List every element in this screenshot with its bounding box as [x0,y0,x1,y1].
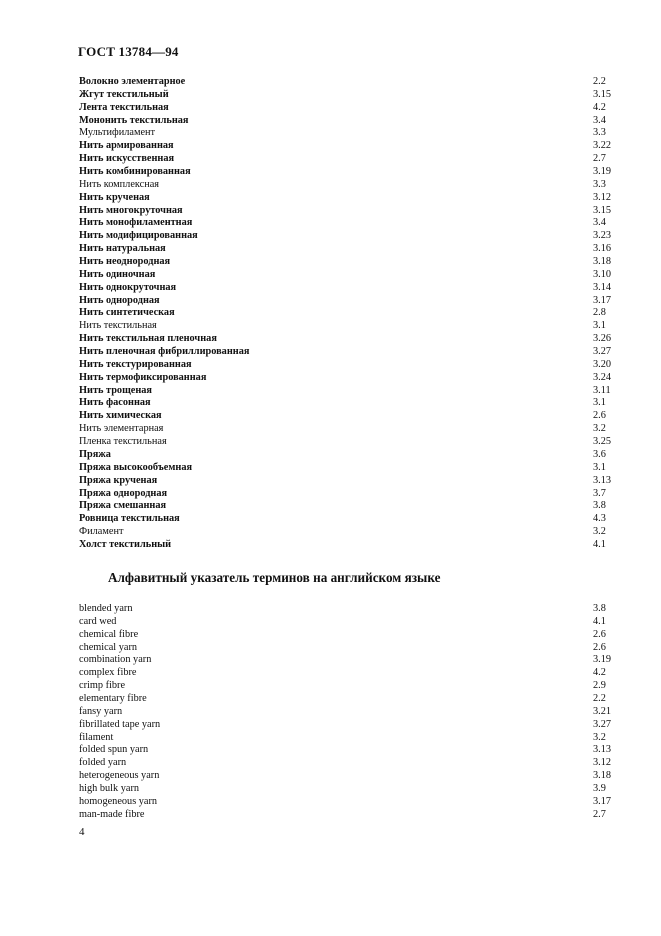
index-reference: 3.4 [593,217,606,229]
index-term: Ровница текстильная [79,513,180,525]
index-entry [79,500,614,513]
index-reference: 3.20 [593,358,612,370]
index-reference: 3.19 [593,166,612,178]
index-term: Волокно элементарное [79,76,186,87]
index-reference: 3.1 [593,461,606,473]
english-terms-index [79,603,614,822]
index-entry [79,462,614,475]
index-reference: 3.8 [593,603,606,614]
index-term: complex fibre [79,667,137,679]
index-term: Лента текстильная [79,101,169,113]
index-entry [79,153,614,166]
index-reference: 3.26 [593,333,612,345]
english-index-title: Алфавитный указатель терминов на английском языке [108,570,441,585]
index-reference: 4.3 [593,513,606,525]
index-term: Нить однородная [79,294,160,306]
index-reference: 3.12 [593,757,612,769]
index-reference: 3.17 [593,294,612,306]
index-reference: 3.9 [593,783,606,795]
index-reference: 3.4 [593,114,606,126]
index-reference: 4.1 [593,615,606,627]
index-entry [79,423,614,436]
page-number: 4 [79,826,85,838]
index-term: Нить модифицированная [79,230,198,242]
index-entry [79,616,614,629]
index-entry [79,243,614,256]
index-reference: 3.16 [593,243,612,255]
index-entry [79,475,614,488]
index-reference: 2.2 [593,693,606,705]
index-reference: 3.2 [593,423,606,435]
index-entry [79,513,614,526]
index-term: filament [79,731,114,743]
index-entry [79,205,614,218]
russian-terms-index [79,76,614,552]
index-term: Нить синтетическая [79,307,175,319]
index-term: Пряжа однородная [79,487,168,499]
index-term: Нить одиночная [79,268,156,280]
index-entry [79,282,614,295]
index-term: homogeneous yarn [79,795,158,807]
index-reference: 3.19 [593,654,612,666]
index-entry [79,706,614,719]
index-entry [79,719,614,732]
index-term: Нить крученая [79,191,150,203]
index-entry [79,256,614,269]
index-term: Пряжа высокообъемная [79,461,193,473]
index-term: card wed [79,615,117,627]
index-reference: 3.18 [593,256,612,268]
index-reference: 2.8 [593,307,606,319]
index-term: Нить монофиламентная [79,217,193,229]
index-reference: 3.23 [593,230,612,242]
index-entry [79,693,614,706]
index-entry [79,744,614,757]
index-entry [79,179,614,192]
index-reference: 3.21 [593,705,612,717]
index-term: chemical yarn [79,641,138,653]
index-reference: 3.25 [593,436,612,448]
index-entry [79,526,614,539]
index-entry [79,410,614,423]
index-reference: 3.17 [593,795,612,807]
index-entry [79,140,614,153]
index-term: Пряжа [79,448,111,460]
index-entry [79,654,614,667]
document-header: ГОСТ 13784—94 [78,44,179,59]
index-entry [79,295,614,308]
index-term: Нить искусственная [79,153,175,165]
index-term: Жгут текстильный [79,88,169,100]
index-term: high bulk yarn [79,783,140,795]
index-term: Мультифиламент [79,127,156,139]
index-term: fibrillated tape yarn [79,718,161,730]
index-term: Нить текстурированная [79,358,192,370]
index-reference: 2.6 [593,628,606,640]
index-reference: 4.2 [593,101,606,113]
index-entry [79,192,614,205]
index-term: Нить однокруточная [79,281,177,293]
index-entry [79,115,614,128]
index-term: man-made fibre [79,808,145,820]
index-entry [79,809,614,822]
index-term: Нить текстильная [79,320,157,332]
index-term: Нить неоднородная [79,256,171,268]
index-reference: 3.6 [593,448,606,460]
index-entry [79,436,614,449]
index-reference: 3.18 [593,770,612,782]
index-reference: 2.2 [593,76,606,87]
index-term: Нить термофиксированная [79,371,207,383]
index-reference: 2.9 [593,680,606,692]
index-reference: 3.27 [593,718,612,730]
index-entry [79,307,614,320]
index-entry [79,796,614,809]
index-term: combination yarn [79,654,152,666]
index-reference: 3.1 [593,320,606,332]
index-entry [79,346,614,359]
index-reference: 3.11 [593,384,611,396]
index-reference: 2.7 [593,153,606,165]
index-term: Пряжа смешанная [79,500,167,512]
index-entry [79,333,614,346]
index-reference: 3.2 [593,731,606,743]
index-reference: 3.1 [593,397,606,409]
index-entry [79,76,614,89]
index-reference: 3.14 [593,281,612,293]
index-entry [79,372,614,385]
index-term: Холст текстильный [79,538,172,550]
index-term: elementary fibre [79,693,147,705]
index-reference: 2.6 [593,410,606,422]
index-reference: 3.2 [593,526,606,538]
index-entry [79,397,614,410]
index-term: Нить фасонная [79,397,151,409]
index-entry [79,539,614,552]
index-term: Нить армированная [79,140,174,152]
index-reference: 3.12 [593,191,612,203]
index-entry [79,320,614,333]
index-entry [79,680,614,693]
index-reference: 3.7 [593,487,606,499]
index-term: folded yarn [79,757,127,769]
index-term: Нить комплексная [79,178,160,190]
index-entry [79,629,614,642]
index-reference: 2.7 [593,808,606,820]
index-reference: 3.15 [593,204,612,216]
index-entry [79,642,614,655]
index-term: Нить элементарная [79,423,164,435]
index-reference: 3.24 [593,371,612,383]
index-term: chemical fibre [79,628,139,640]
index-term: folded spun yarn [79,744,149,756]
index-reference: 3.13 [593,474,612,486]
index-entry [79,385,614,398]
index-entry [79,757,614,770]
index-entry [79,127,614,140]
index-term: Нить трощеная [79,384,152,396]
index-reference: 4.2 [593,667,606,679]
index-entry [79,732,614,745]
index-term: Нить многокруточная [79,204,183,216]
index-term: heterogeneous yarn [79,770,160,782]
index-entry [79,166,614,179]
index-reference: 3.13 [593,744,612,756]
index-entry [79,488,614,501]
index-entry [79,783,614,796]
index-term: Мононить текстильная [79,114,189,126]
index-entry [79,667,614,680]
index-entry [79,217,614,230]
index-term: Пряжа крученая [79,474,158,486]
index-term: Нить химическая [79,410,162,422]
index-reference: 3.22 [593,140,612,152]
index-reference: 3.10 [593,268,612,280]
index-reference: 3.15 [593,88,612,100]
index-reference: 3.8 [593,500,606,512]
index-term: Нить комбинированная [79,166,191,178]
index-reference: 3.3 [593,127,606,139]
index-entry [79,770,614,783]
index-entry [79,449,614,462]
index-entry [79,359,614,372]
index-term: Нить текстильная пленочная [79,333,217,345]
index-entry [79,603,614,616]
index-term: Нить пленочная фибриллированная [79,346,250,358]
index-reference: 2.6 [593,641,606,653]
index-reference: 4.1 [593,538,606,550]
index-term: blended yarn [79,603,133,614]
index-term: Пленка текстильная [79,436,167,448]
index-term: crimp fibre [79,680,126,692]
index-term: Нить натуральная [79,243,166,255]
index-entry [79,89,614,102]
index-reference: 3.27 [593,346,612,358]
index-term: Филамент [79,526,124,538]
index-reference: 3.3 [593,178,606,190]
index-entry [79,269,614,282]
index-term: fansy yarn [79,705,123,717]
index-entry [79,102,614,115]
index-entry [79,230,614,243]
